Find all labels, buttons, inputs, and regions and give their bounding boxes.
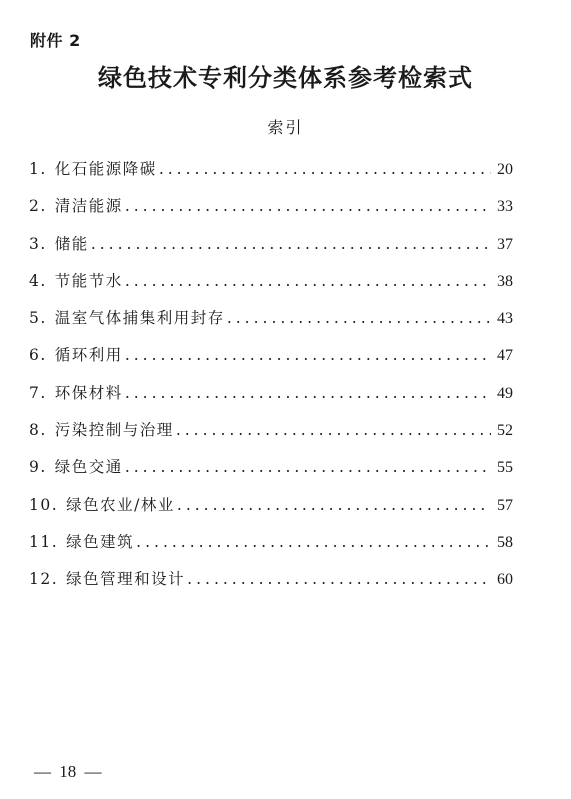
toc-leader-dots <box>136 533 491 551</box>
toc-entry-number: 12. <box>29 570 59 589</box>
toc-entry-page: 49 <box>497 384 513 402</box>
toc-entry[interactable] <box>29 418 513 455</box>
toc-entry[interactable] <box>29 493 513 530</box>
toc-entry-page: 20 <box>497 161 513 178</box>
page-title: 绿色技术专利分类体系参考检索式 <box>98 64 473 92</box>
toc-entry-label: 化石能源降碳 <box>54 160 157 178</box>
toc-leader-dots <box>125 384 491 402</box>
toc-entry-page: 37 <box>497 235 513 253</box>
toc-entry-number: 4. <box>29 271 47 290</box>
toc-entry-number: 10. <box>29 495 59 514</box>
toc-entry-number: 9. <box>29 458 47 477</box>
table-of-contents <box>29 157 513 605</box>
toc-entry-label: 环保材料 <box>54 383 123 402</box>
toc-entry[interactable] <box>29 343 513 380</box>
toc-entry-label: 污染控制与治理 <box>54 421 174 440</box>
toc-entry-number: 8. <box>29 421 47 440</box>
toc-entry-number: 5. <box>29 309 47 328</box>
toc-leader-dots <box>125 346 491 364</box>
toc-entry-label: 储能 <box>54 234 89 253</box>
index-subtitle: 索引 <box>267 118 304 137</box>
toc-entry-label: 绿色管理和设计 <box>66 570 186 589</box>
toc-leader-dots <box>125 458 491 476</box>
toc-entry-label: 绿色交通 <box>54 458 123 477</box>
toc-entry[interactable] <box>29 157 513 194</box>
toc-entry-label: 节能节水 <box>54 271 123 290</box>
toc-entry[interactable] <box>29 530 513 567</box>
toc-leader-dots <box>159 160 491 178</box>
toc-entry-label: 绿色农业/林业 <box>66 495 175 514</box>
toc-leader-dots <box>227 309 491 327</box>
toc-entry-label: 清洁能源 <box>54 197 123 216</box>
toc-entry[interactable] <box>29 455 513 492</box>
toc-entry-page: 43 <box>497 310 513 328</box>
toc-entry-page: 58 <box>497 533 513 551</box>
toc-entry-page: 52 <box>497 422 513 440</box>
toc-entry-page: 38 <box>497 272 513 290</box>
toc-entry-page: 60 <box>497 571 513 589</box>
toc-entry-number: 6. <box>29 346 47 365</box>
toc-leader-dots <box>177 496 491 514</box>
toc-leader-dots <box>176 421 491 439</box>
toc-entry-page: 47 <box>497 347 513 365</box>
toc-entry-label: 循环利用 <box>54 346 123 365</box>
toc-entry-number: 1. <box>29 160 47 178</box>
toc-entry-label: 温室气体捕集利用封存 <box>54 309 225 328</box>
page-number: — 18 — <box>34 762 102 781</box>
toc-entry-number: 11. <box>29 532 59 551</box>
toc-entry-number: 2. <box>29 197 47 216</box>
toc-entry[interactable] <box>29 381 513 418</box>
toc-leader-dots <box>125 197 491 215</box>
toc-entry-number: 7. <box>29 383 47 402</box>
toc-entry[interactable] <box>29 567 513 604</box>
toc-entry[interactable] <box>29 232 513 269</box>
toc-leader-dots <box>91 235 491 253</box>
toc-entry[interactable] <box>29 306 513 343</box>
toc-entry-page: 33 <box>497 198 513 216</box>
toc-entry[interactable] <box>29 194 513 231</box>
toc-entry-number: 3. <box>29 234 47 253</box>
toc-leader-dots <box>187 570 491 588</box>
toc-entry-page: 55 <box>497 459 513 477</box>
toc-leader-dots <box>125 272 491 290</box>
toc-entry-page: 57 <box>497 496 513 514</box>
toc-entry-label: 绿色建筑 <box>66 532 135 551</box>
toc-entry[interactable] <box>29 269 513 306</box>
attachment-label: 附件 2 <box>30 31 81 50</box>
